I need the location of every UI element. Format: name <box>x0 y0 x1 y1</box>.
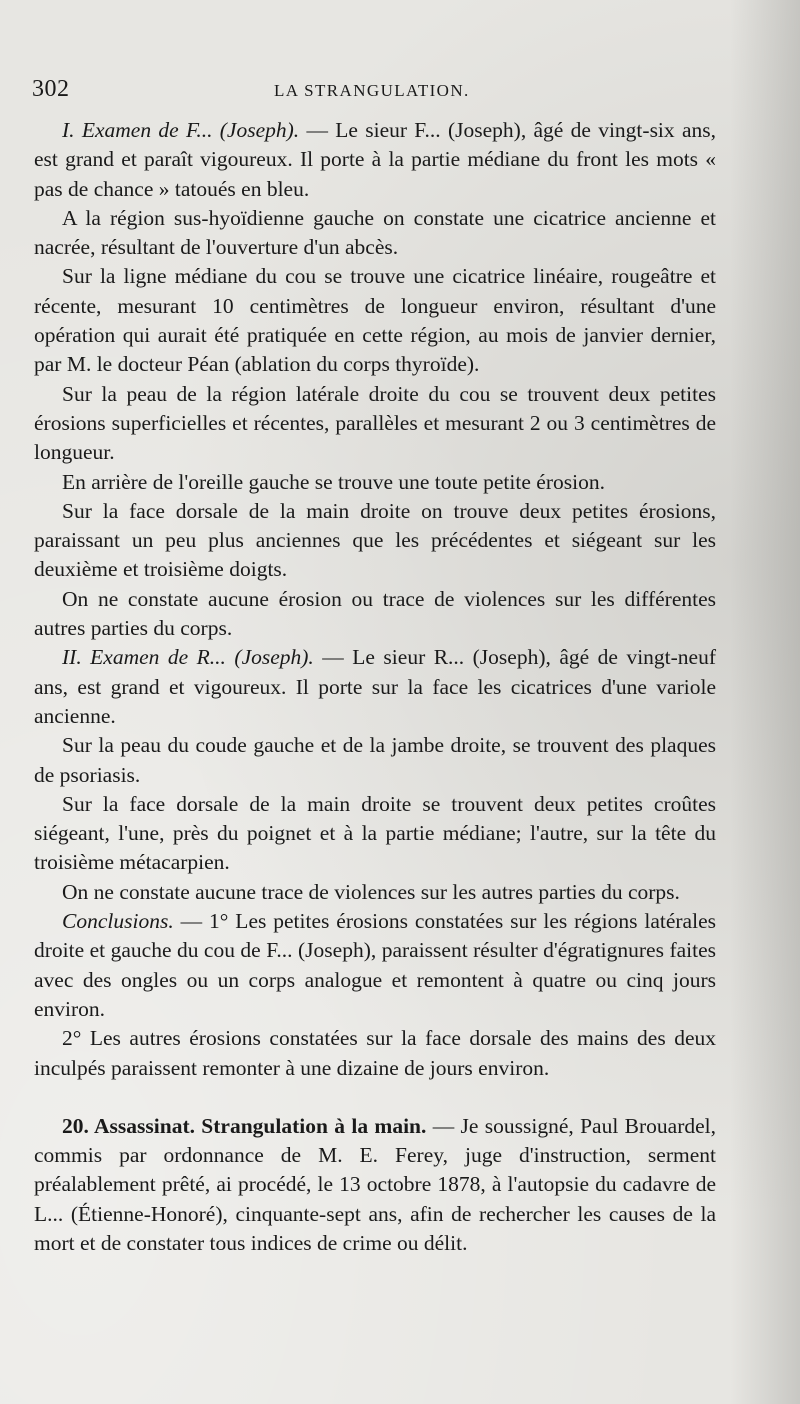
page-header <box>30 76 750 104</box>
paragraph: Sur la peau de la région latérale droite du cou se trouvent deux petites érosions superficielles et récentes, parallèles et mesurant 2 ou 3 centimètres de longueur. <box>34 381 716 465</box>
paragraph: On ne constate aucune trace de violences sur les autres parties du corps. <box>62 879 680 904</box>
body-text <box>34 116 716 1258</box>
paragraph: En arrière de l'oreille gauche se trouve une toute petite érosion. <box>62 469 605 494</box>
paragraph-text: — 1° Les petites érosions constatées sur les régions latérales droite et gauche du cou de F... (Joseph), paraissent résulter d'égratignures faites avec des ongles ou un corps analogue et remontent à quatre ou cinq jours environ. <box>34 909 716 1021</box>
paragraph-text: — Le sieur R... (Joseph), âgé de vingt-neuf ans, est grand et vigoureux. Il porte sur la face les cicatrices d'une variole ancienne. <box>34 645 716 728</box>
section-heading-examen-r: II. Examen de R... (Joseph). <box>62 645 314 670</box>
paragraph: Sur la face dorsale de la main droite se trouvent deux petites croûtes siégeant, l'une, près du poignet et à la partie médiane; l'autre, sur la tête du troisième métacarpien. <box>34 791 716 875</box>
paragraph: On ne constate aucune érosion ou trace de violences sur les différentes autres parties du corps. <box>34 586 716 641</box>
paragraph-case-20 <box>34 1112 716 1258</box>
paragraph-examen-f <box>34 116 716 204</box>
paragraph: Sur la face dorsale de la main droite on trouve deux petites érosions, paraissant un peu plus anciennes que les précédentes et siégeant sur les deuxième et troisième doigts. <box>34 498 716 582</box>
paragraph-text: — Je soussigné, Paul Brouardel, commis par ordonnance de M. E. Ferey, juge d'instruction, serment préalablement prêté, ai procédé, le 13 octobre 1878, à l'autopsie du cadavre de L... (Étienne-Honoré), cinquante-sept ans, afin de rechercher les causes de la mort et de constater tous indices de crime ou délit. <box>34 1113 716 1255</box>
running-title: LA STRANGULATION. <box>274 81 470 100</box>
section-heading-examen-f: I. Examen de F... (Joseph). <box>62 118 300 142</box>
paragraph: 2° Les autres érosions constatées sur la face dorsale des mains des deux inculpés paraissent remonter à une dizaine de jours environ. <box>34 1026 716 1080</box>
paragraph: Sur la peau du coude gauche et de la jambe droite, se trouvent des plaques de psoriasis. <box>34 733 716 787</box>
paragraph-text: — Le sieur F... (Joseph), âgé de vingt-six ans, est grand et paraît vigoureux. Il porte à la partie médiane du front les mots « pas de chance » tatoués en bleu. <box>34 118 716 201</box>
paragraph: A la région sus-hyoïdienne gauche on constate une cicatrice ancienne et nacrée, résultant de l'ouverture d'un abcès. <box>34 205 716 260</box>
case-heading: 20. Assassinat. Strangulation à la main. <box>62 1113 427 1138</box>
page-number: 302 <box>32 76 70 102</box>
paragraph: Sur la ligne médiane du cou se trouve une cicatrice linéaire, rougeâtre et récente, mesurant 10 centimètres de longueur environ, résultant d'une opération qui aurait été pratiquée en cette région, au mois de janvier dernier, par M. le docteur Péan (ablation du corps thyroïde). <box>34 264 716 377</box>
page-edge-shadow <box>730 0 800 1404</box>
paragraph-conclusions <box>34 907 716 1024</box>
paragraph-examen-r <box>34 643 716 731</box>
section-heading-conclusions: Conclusions. <box>62 909 174 934</box>
